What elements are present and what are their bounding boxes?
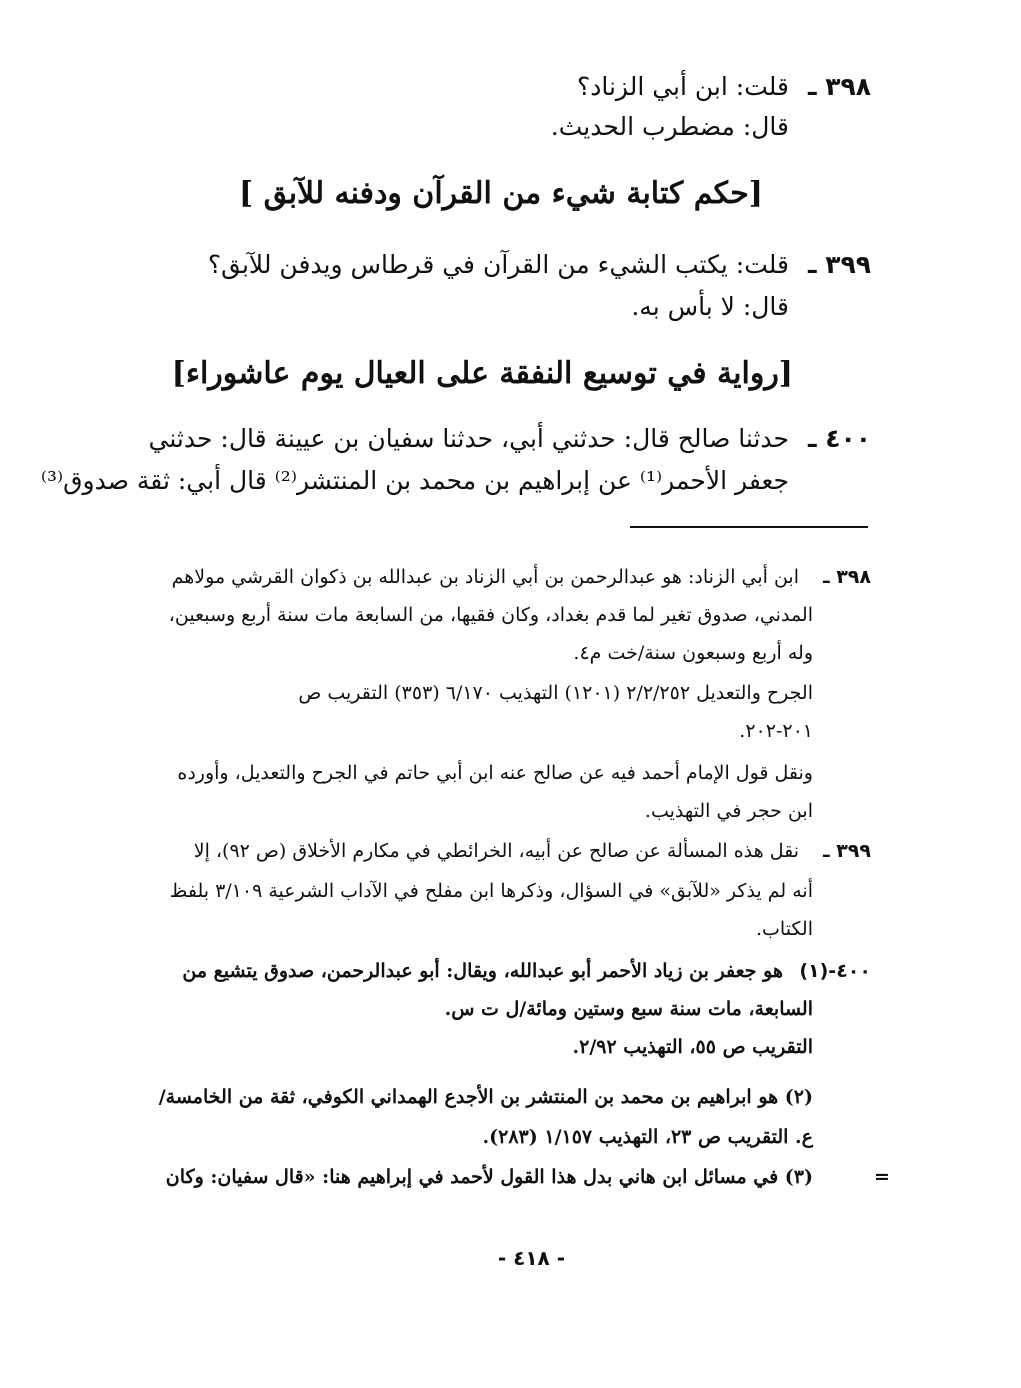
note-399-line: نقل هذه المسألة عن صالح عن أبيه، الخرائطي في مكارم الأخلاق (ص ٩٢)، إلا — [193, 840, 799, 862]
section-heading-1: [حكم كتابة شيء من القرآن ودفنه للآبق ] — [239, 176, 763, 211]
note-400-2-line: ع. التقريب ص ٢٣، التهذيب ١/١٥٧ (٢٨٣). — [482, 1126, 813, 1148]
note-400-1-line: السابعة، مات سنة سبع وستين ومائة/ل ت س. — [444, 998, 813, 1020]
item-number-400: ٤٠٠ ـ — [807, 424, 871, 453]
note-400-1-line: هو جعفر بن زياد الأحمر أبو عبدالله، ويقال: أبو عبدالرحمن، صدوق يتشيع من — [182, 960, 783, 982]
note-398-line: ابن أبي الزناد: هو عبدالرحمن بن أبي الزناد بن عبدالله بن ذكوان القرشي مولاهم — [171, 566, 799, 588]
section-heading-2: [رواية في توسيع النفقة على العيال يوم عاشوراء] — [171, 356, 793, 391]
note-number-400-1: ٤٠٠-(١) — [799, 960, 871, 982]
note-400-1-line: التقريب ص ٥٥، التهذيب ٢/٩٢. — [572, 1036, 813, 1058]
note-398-line: المدني، صدوق تغير لما قدم بغداد، وكان فقيها، من السابعة مات سنة أربع وسبعين، — [168, 604, 813, 626]
narration-400-line2: جعفر الأحمر⁽¹⁾ عن إبراهيم بن محمد بن المنتشر⁽²⁾ قال أبي: ثقة صدوق⁽³⁾ — [40, 466, 789, 495]
item-number-398: ٣٩٨ ـ — [807, 72, 871, 101]
note-398-line: ابن حجر في التهذيب. — [644, 800, 813, 822]
answer-399: قال: لا بأس به. — [631, 292, 789, 321]
note-398-line: وله أربع وسبعون سنة/خت م٤. — [573, 642, 813, 664]
question-399: قلت: يكتب الشيء من القرآن في قرطاس ويدفن للآبق؟ — [207, 250, 789, 279]
note-400-3-line: (٣) في مسائل ابن هاني بدل هذا القول لأحمد في إبراهيم هنا: «قال سفيان: وكان — [165, 1166, 813, 1188]
answer-398: قال: مضطرب الحديث. — [550, 112, 789, 141]
note-398-line: ٢٠١-٢٠٢. — [739, 720, 813, 742]
note-398-line: ونقل قول الإمام أحمد فيه عن صالح عنه ابن أبي حاتم في الجرح والتعديل، وأورده — [177, 762, 813, 784]
note-400-2-line: (٢) هو ابراهيم بن محمد بن المنتشر بن الأجدع الهمداني الكوفي، ثقة من الخامسة/ — [158, 1086, 813, 1108]
page-number: - ٤١٨ - — [497, 1246, 565, 1270]
narration-400-line1: حدثنا صالح قال: حدثني أبي، حدثنا سفيان بن عيينة قال: حدثني — [148, 424, 789, 453]
note-number-399: ٣٩٩ ـ — [823, 840, 871, 862]
note-398-line: الجرح والتعديل ٢/٢/٢٥٢ (١٢٠١) التهذيب ٦/١٧٠ (٣٥٣) التقريب ص — [298, 682, 813, 704]
continuation-mark: = — [874, 1166, 890, 1188]
note-number-398: ٣٩٨ ـ — [823, 566, 871, 588]
item-number-399: ٣٩٩ ـ — [807, 250, 871, 279]
note-399-line: الكتاب. — [755, 918, 813, 940]
footnote-divider — [630, 526, 868, 528]
note-399-line: أنه لم يذكر «للآبق» في السؤال، وذكرها ابن مفلح في الآداب الشرعية ٣/١٠٩ بلفظ — [169, 880, 813, 902]
question-398: قلت: ابن أبي الزناد؟ — [576, 72, 789, 101]
